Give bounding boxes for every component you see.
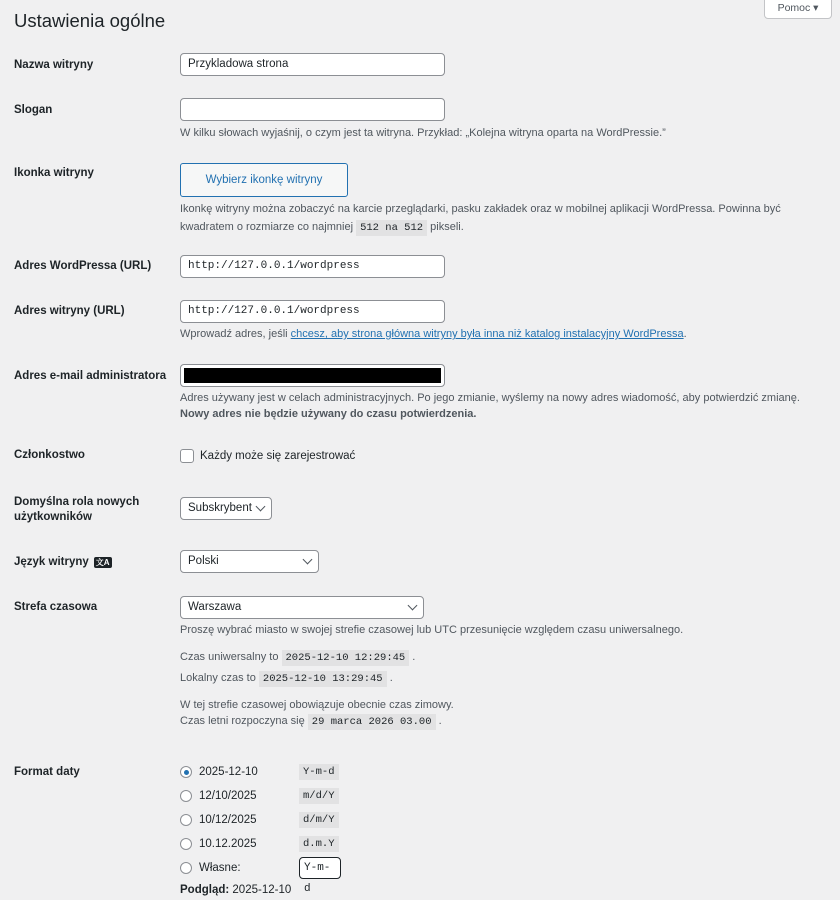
- tagline-label: Slogan: [14, 104, 53, 116]
- format-code: Y-m-d: [299, 764, 339, 780]
- date-format-preview: [180, 884, 291, 896]
- site-url-description: [180, 326, 687, 342]
- date-format-option[interactable]: [180, 787, 339, 805]
- desc-text: pikseli.: [430, 221, 464, 233]
- utc-time: [180, 649, 415, 666]
- page-title: Ustawienia ogólne: [14, 10, 166, 31]
- timezone-select[interactable]: [180, 596, 424, 619]
- chevron-down-icon: [303, 555, 313, 565]
- select-value: Polski: [188, 555, 219, 567]
- radio-button[interactable]: [180, 814, 192, 826]
- radio-button[interactable]: [180, 838, 192, 850]
- option-label: 12/10/2025: [199, 790, 257, 802]
- timezone-description: Proszę wybrać miasto w swojej strefie czasowej lub UTC przesunięcie względem czasu uniwersalnego.: [180, 624, 684, 636]
- date-format-option[interactable]: [180, 811, 339, 829]
- wp-url-input[interactable]: http://127.0.0.1/wordpress: [180, 255, 445, 278]
- format-code: m/d/Y: [299, 788, 339, 804]
- membership-label: Członkostwo: [14, 449, 85, 461]
- date-format-option[interactable]: [180, 835, 339, 853]
- chevron-down-icon: [408, 601, 418, 611]
- utc-value: 2025-12-10 12:29:45: [282, 650, 410, 666]
- dot: .: [412, 651, 416, 663]
- dst-line: W tej strefie czasowej obowiązuje obecnie czas zimowy.: [180, 699, 454, 711]
- option-label: 2025-12-10: [199, 766, 258, 778]
- timezone-label: Strefa czasowa: [14, 601, 98, 613]
- desc-line: Adres używany jest w celach administracyjnych. Po jego zmianie, wyślemy na nowy adres wiadomość, aby potwierdzić zmianę.: [180, 392, 800, 404]
- site-url-help-link[interactable]: chcesz, aby strona główna witryny była inna niż katalog instalacyjny WordPressa: [290, 328, 684, 340]
- translation-icon: 文A: [95, 558, 110, 567]
- radio-button[interactable]: [180, 790, 192, 802]
- radio-button[interactable]: [180, 766, 192, 778]
- language-label: [14, 555, 112, 570]
- desc-text: .: [683, 328, 687, 340]
- default-role-label: [14, 495, 139, 525]
- date-format-option[interactable]: [180, 763, 339, 781]
- chevron-down-icon: [256, 502, 266, 512]
- label-text: Język witryny: [14, 556, 89, 568]
- site-icon-label: Ikonka witryny: [14, 167, 94, 179]
- membership-checkbox-label: Każdy może się zarejestrować: [200, 450, 356, 462]
- site-url-input[interactable]: http://127.0.0.1/wordpress: [180, 300, 445, 323]
- dst-label: Czas letni rozpoczyna się: [180, 715, 305, 727]
- custom-format-input[interactable]: Y-m-d: [299, 857, 341, 879]
- site-name-label: Nazwa witryny: [14, 59, 94, 71]
- size-code: 512 na 512: [356, 220, 427, 236]
- desc-text: kwadratem o rozmiarze co najmniej: [180, 221, 354, 233]
- desc-text: Wprowadź adres, jeśli: [180, 328, 288, 340]
- format-code: d.m.Y: [299, 836, 339, 852]
- membership-checkbox[interactable]: [180, 449, 194, 463]
- dot: .: [389, 672, 393, 684]
- option-label: Własne:: [199, 862, 241, 874]
- admin-email-description: [180, 390, 800, 422]
- select-value: Subskrybent: [188, 502, 252, 514]
- select-value: Warszawa: [188, 601, 242, 613]
- tagline-input[interactable]: [180, 98, 445, 121]
- redacted-email: [184, 368, 441, 383]
- admin-email-input[interactable]: [180, 364, 445, 387]
- language-select[interactable]: [180, 550, 319, 573]
- site-name-input[interactable]: Przykladowa strona: [180, 53, 445, 76]
- help-button[interactable]: Pomoc ▾: [764, 0, 832, 19]
- wp-url-label: Adres WordPressa (URL): [14, 260, 152, 272]
- option-label: 10.12.2025: [199, 838, 257, 850]
- desc-line-bold: Nowy adres nie będzie używany do czasu potwierdzenia.: [180, 408, 477, 420]
- local-label: Lokalny czas to: [180, 672, 256, 684]
- site-url-label: Adres witryny (URL): [14, 305, 125, 317]
- dst-date: 29 marca 2026 03.00: [308, 714, 436, 730]
- preview-label: Podgląd:: [180, 884, 230, 896]
- tagline-description: W kilku słowach wyjaśnij, o czym jest ta witryna. Przykład: „Kolejna witryna oparta na WordPressie.”: [180, 127, 666, 139]
- preview-value: 2025-12-10: [232, 884, 292, 896]
- admin-email-label: Adres e-mail administratora: [14, 370, 167, 382]
- membership-checkbox-row[interactable]: [180, 449, 355, 463]
- dot: .: [438, 715, 442, 727]
- date-format-label: Format daty: [14, 766, 80, 778]
- utc-label: Czas uniwersalny to: [180, 651, 279, 663]
- local-value: 2025-12-10 13:29:45: [259, 671, 387, 687]
- option-label: 10/12/2025: [199, 814, 257, 826]
- dst-info: [180, 697, 454, 730]
- local-time: [180, 670, 393, 687]
- label-line: Domyślna rola nowych: [14, 496, 140, 508]
- choose-site-icon-button[interactable]: Wybierz ikonkę witryny: [180, 163, 348, 197]
- default-role-select[interactable]: [180, 497, 272, 520]
- radio-button[interactable]: [180, 862, 192, 874]
- site-icon-description: [180, 201, 781, 236]
- label-line: użytkowników: [14, 511, 92, 523]
- desc-line: Ikonkę witryny można zobaczyć na karcie przeglądarki, pasku zakładek oraz w mobilnej aplikacji WordPressa. Powinna być: [180, 203, 781, 215]
- format-code: d/m/Y: [299, 812, 339, 828]
